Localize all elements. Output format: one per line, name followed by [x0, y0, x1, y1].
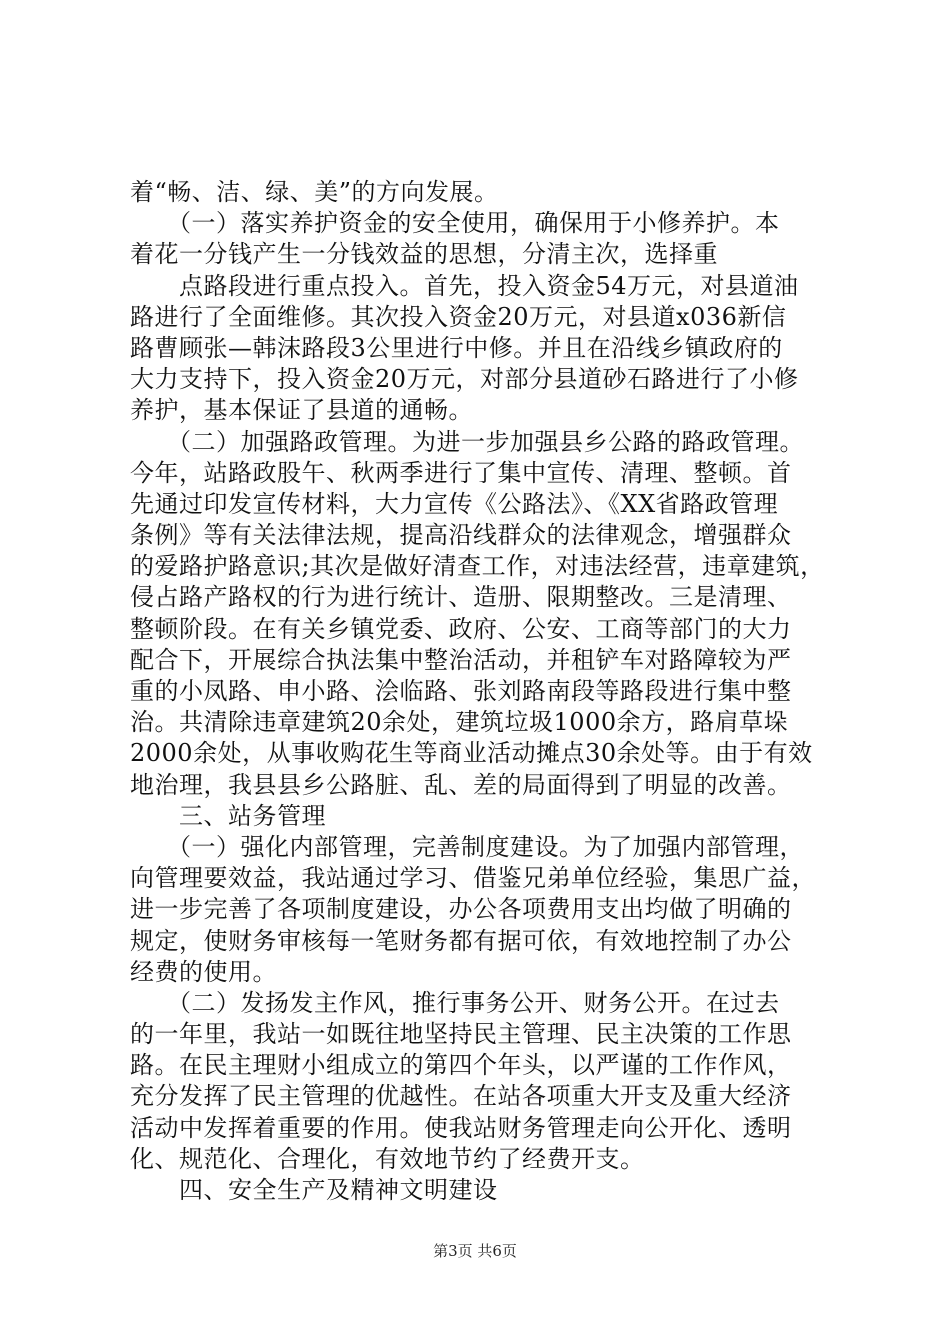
section-heading: 四、安全生产及精神文明建设 — [130, 1176, 498, 1204]
text-line: 着“畅、洁、绿、美”的方向发展。 — [130, 178, 499, 206]
text-line: 进一步完善了各项制度建设，办公各项费用支出均做了明确的 — [130, 895, 792, 924]
text-line: 路进行了全面维修。其次投入资金20万元，对县道x036新信 — [130, 302, 787, 331]
text-line: 路。在民主理财小组成立的第四个年头，以严谨的工作作风， — [130, 1051, 792, 1080]
page-number-footer: 第3页 共6页 — [433, 1242, 517, 1260]
body-text — [130, 177, 840, 1206]
text-line: 条例》等有关法律法规，提高沿线群众的法律观念，增强群众 — [130, 521, 792, 550]
text-line: 2000余处，从事收购花生等商业活动摊点30余处等。由于有效 — [130, 739, 813, 768]
text-line: 的一年里，我站一如既往地坚持民主管理、民主决策的工作思 — [130, 1020, 792, 1049]
text-line: 配合下，开展综合执法集中整治活动，并租铲车对路障较为严 — [130, 645, 792, 674]
text-line: 着花一分钱产生一分钱效益的思想，分清主次，选择重 — [130, 240, 718, 269]
text-line: （一）强化内部管理，完善制度建设。为了加强内部管理， — [130, 832, 804, 861]
text-line: 充分发挥了民主管理的优越性。在站各项重大开支及重大经济 — [130, 1082, 792, 1111]
text-line: 大力支持下，投入资金20万元，对部分县道砂石路进行了小修 — [130, 365, 799, 394]
text-line: 今年，站路政股午、秋两季进行了集中宣传、清理、整顿。首 — [130, 458, 792, 487]
text-line: 先通过印发宣传材料，大力宣传《公路法》、《XX省路政管理 — [130, 489, 779, 518]
text-line: （二）发扬发主作风，推行事务公开、财务公开。在过去 — [130, 988, 780, 1017]
text-line: 向管理要效益，我站通过学习、借鉴兄弟单位经验，集思广益， — [130, 864, 816, 893]
text-line: 整顿阶段。在有关乡镇党委、政府、公安、工商等部门的大力 — [130, 614, 792, 643]
text-line: 点路段进行重点投入。首先，投入资金54万元，对县道油 — [130, 271, 799, 300]
text-line: 重的小凤路、申小路、浍临路、张刘路南段等路段进行集中整 — [130, 677, 792, 705]
text-line: 规定，使财务审核每一笔财务都有据可依，有效地控制了办公 — [130, 926, 792, 955]
text-line: 治。共清除违章建筑20余处，建筑垃圾1000余方，路肩草垛 — [130, 708, 789, 737]
text-line: 侵占路产路权的行为进行统计、造册、限期整改。三是清理、 — [130, 583, 792, 612]
text-line: （一）落实养护资金的安全使用，确保用于小修养护。本 — [130, 209, 780, 238]
text-line: （二）加强路政管理。为进一步加强县乡公路的路政管理。 — [130, 427, 804, 456]
text-line: 地治理，我县县乡公路脏、乱、差的局面得到了明显的改善。 — [130, 770, 792, 799]
text-line: 经费的使用。 — [130, 957, 277, 986]
text-line: 活动中发挥着重要的作用。使我站财务管理走向公开化、透明 — [130, 1113, 792, 1142]
section-heading: 三、站务管理 — [130, 801, 326, 830]
text-line: 养护，基本保证了县道的通畅。 — [130, 396, 473, 425]
text-line: 化、规范化、合理化，有效地节约了经费开支。 — [130, 1144, 645, 1173]
text-line: 的爱路护路意识;其次是做好清查工作，对违法经营，违章建筑， — [130, 552, 825, 581]
text-line: 路曹顾张—韩沫路段3公里进行中修。并且在沿线乡镇政府的 — [130, 333, 783, 362]
